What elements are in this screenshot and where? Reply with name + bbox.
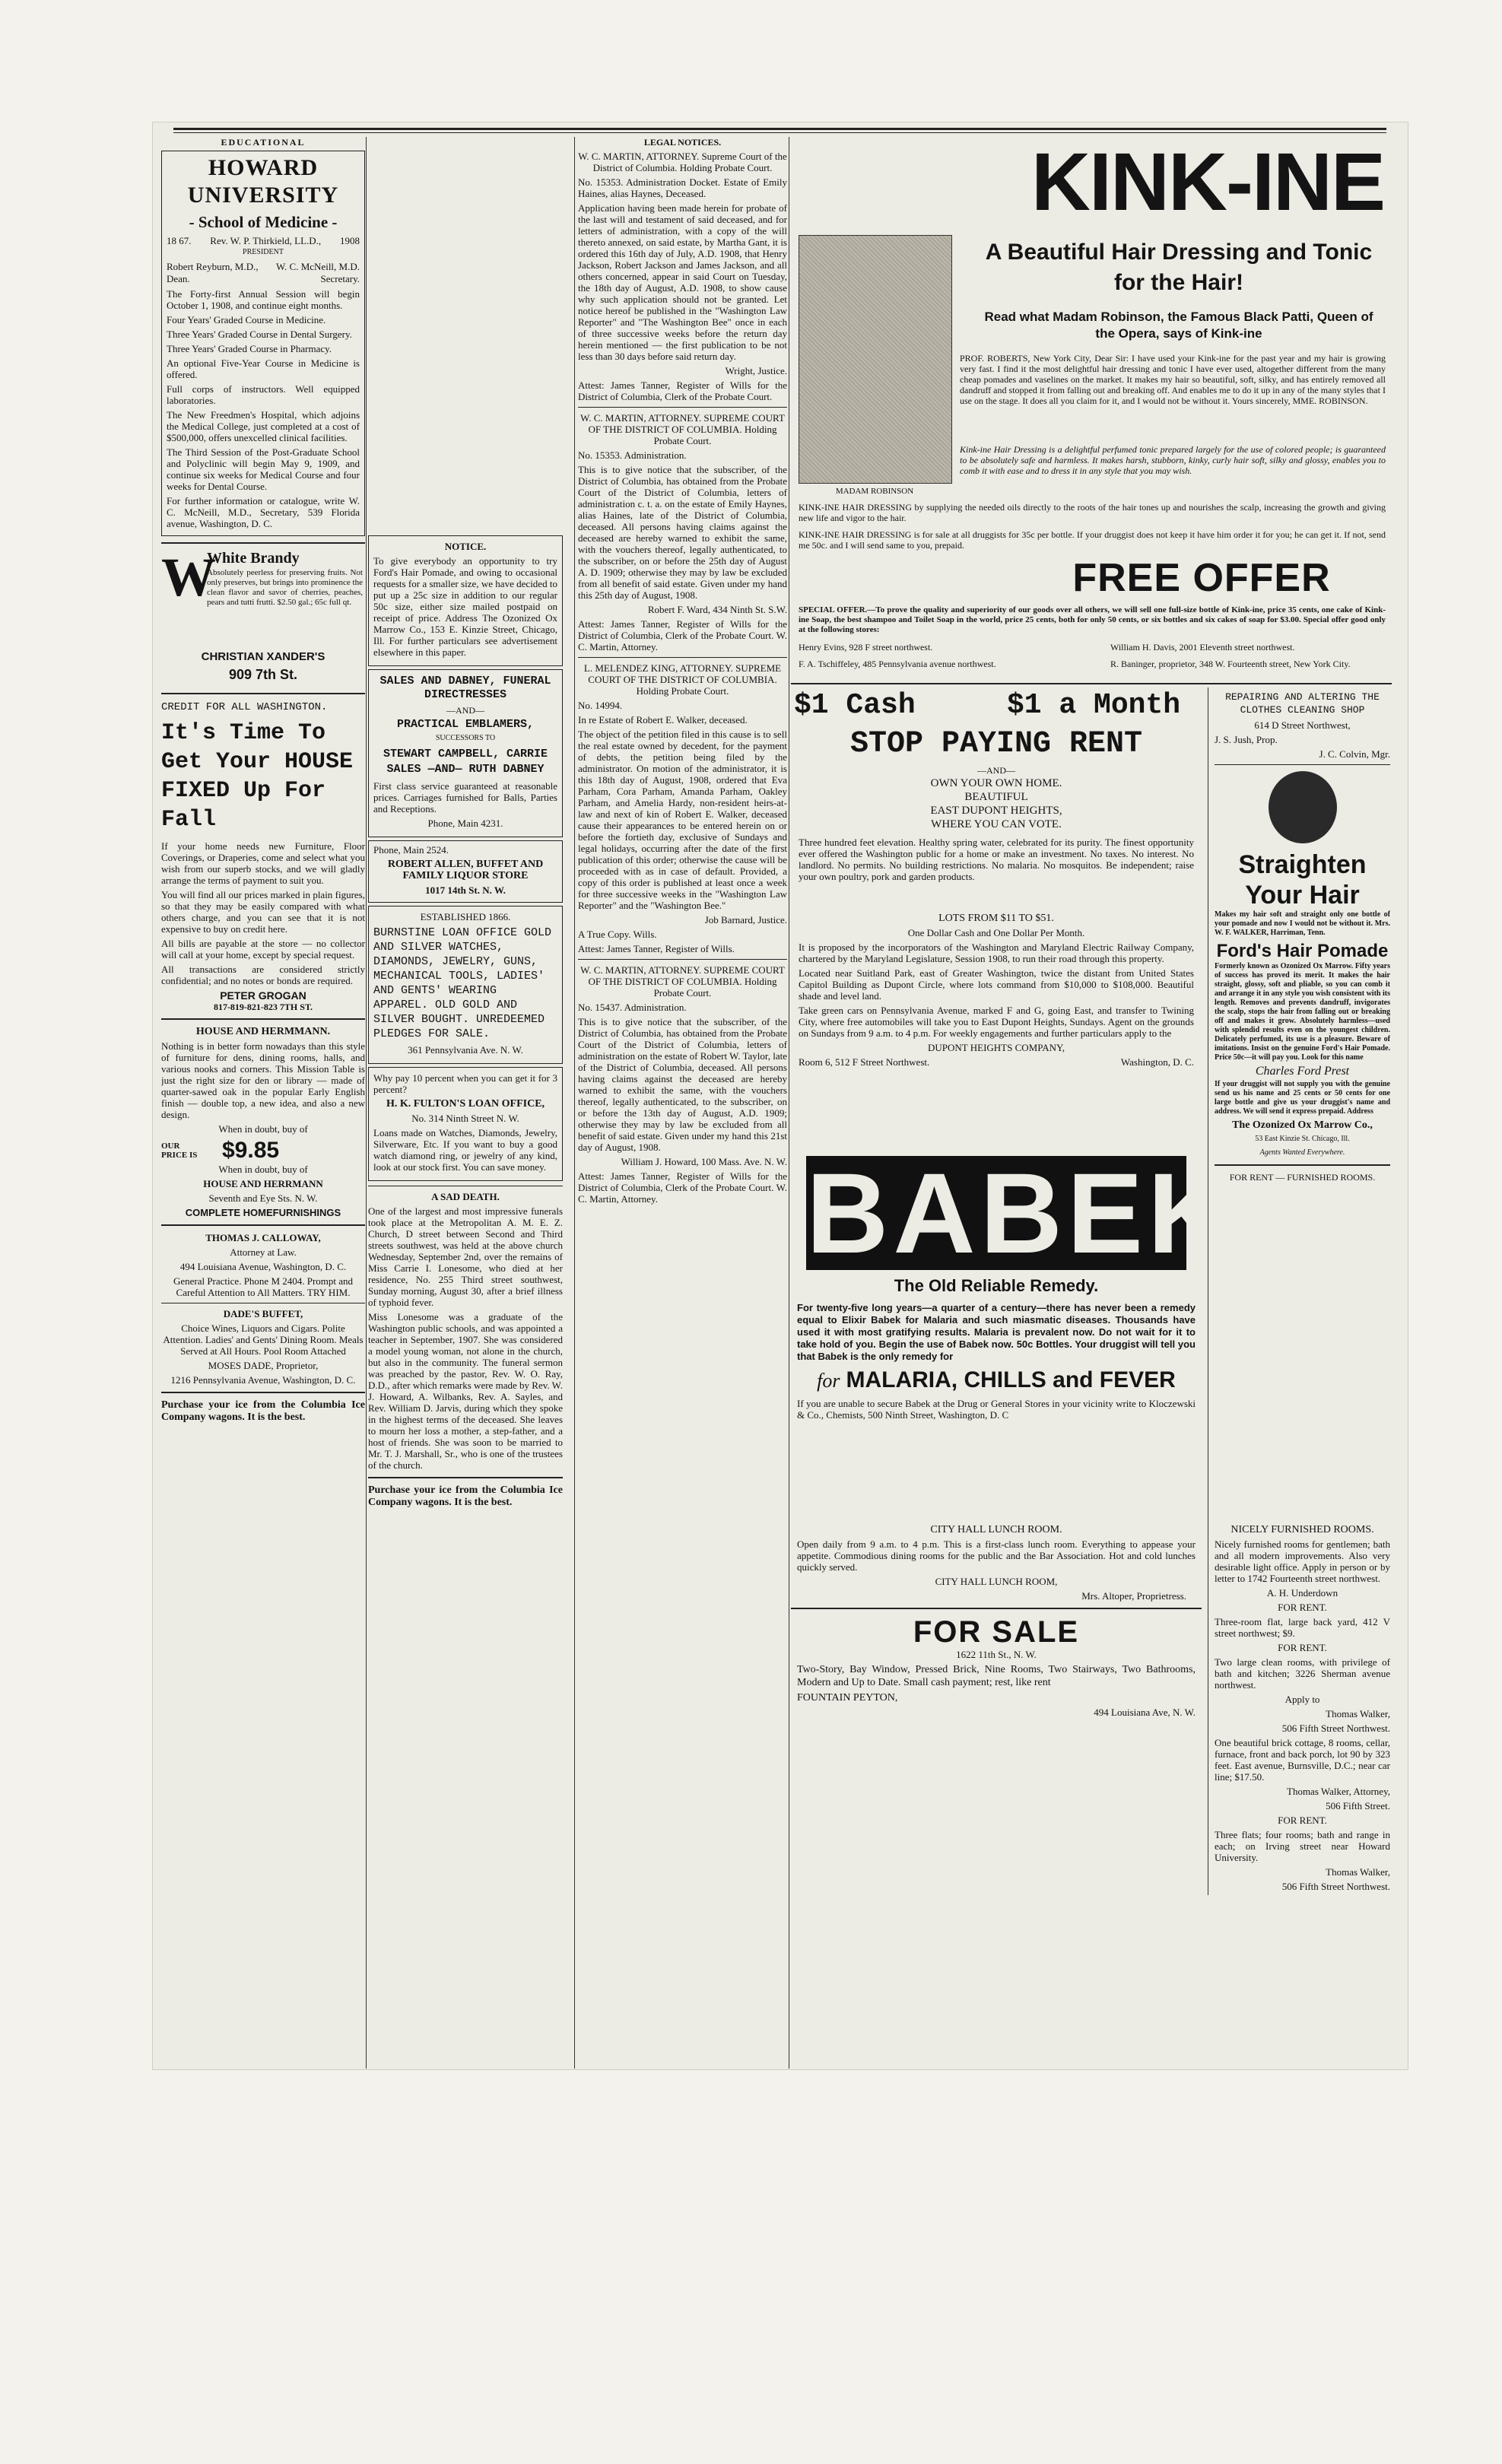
xander-address: 909 7th St.: [228, 667, 298, 682]
notice-head: W. C. MARTIN, ATTORNEY. SUPREME COURT OF THE DISTRICT OF COLUMBIA. Holding Probate Court.: [580, 412, 785, 446]
notice-signature: William J. Howard, 100 Mass. Ave. N. W.: [621, 1156, 787, 1167]
straighten-title: Straighten Your Hair: [1238, 850, 1367, 910]
notice-text: This is to give notice that the subscriber, of the District of Columbia, has obtained from the Probate Court of the District of Columbia, letters of administration c. t. a. on the estate of Emily Haynes, alias Haines, late of the District of Columbia, deceased. All persons having claims against the deceased are hereby warned to exhibit the same, with the vouchers thereof, legally authenticated, to the subscriber, on or before the 25th day of August A. D. 1909; otherwise they may by law be excluded from all benefit of said estate. Given under my hand this 25th day of August, 1908.: [578, 464, 787, 601]
section-heading: EDUCATIONAL: [221, 137, 306, 148]
clean-address: 614 D Street Northwest,: [1254, 719, 1351, 731]
walker-name: Thomas Walker,: [1326, 1866, 1390, 1878]
for-rent-apply: Apply to: [1284, 1694, 1320, 1705]
notice-text: The object of the petition filed in this cause is to sell the real estate owned by decedent, for the payment of debts, the petition being filed by the administrator. On motion of the administrator, it is this 18th day of August, 1908, ordered that Eva Parham, Cora Parham, Amanda Parham, Oakley Parham, and Amelia Hardy, non-resident heirs-at-law and next of kin of Robert E. Walker, deceased cause their appearances to be entered herein on or before the fortieth day, exclusive of Sundays and legal holidays, occurring after the date of the first publication of this order; otherwise the cause will be proceeded with as in case of default. Provided, a copy of this order is published at least once a week for three successive weeks in the "Washington Law Reporter" and the "Washington Bee.": [578, 729, 787, 911]
divider: [161, 1392, 365, 1393]
rooms-title: NICELY FURNISHED ROOMS.: [1230, 1524, 1374, 1535]
howard-text: Three Years' Graded Course in Dental Surgery.: [167, 329, 352, 340]
fulton-ad: [368, 1067, 563, 1181]
ford-title: Ford's Hair Pomade: [1216, 941, 1389, 961]
top-rule-thin: [173, 132, 1386, 133]
rooms-text: Nicely furnished rooms for gentlemen; bath and all modern improvements. Also very desirable light office. Apply in person or by letter to 1742 Fourteenth street northwest.: [1215, 1538, 1390, 1584]
ford-testimonial: Makes my hair soft and straight only one bottle of your pomade and now I would not be without it. Mrs. W. F. WALKER, Harriman, Tenn.: [1215, 910, 1390, 937]
howard-text: The New Freedmen's Hospital, which adjoins the Medical College, just completed at a cost of $500,000, offers unexcelled clinical facilities.: [167, 409, 360, 443]
notice-attest: Attest: James Tanner, Register of Wills for the District of Columbia, Clerk of the Probate Court.: [578, 379, 787, 402]
year-left: 18 67.: [167, 235, 192, 246]
notice-text: Application having been made herein for probate of the last will and testament of said deceased, and for letters of administration, with a copy of the will thereto annexed, on said estate, by Martha Gant, it is ordered this 16th day of July, A.D. 1908, that Henry Jackson, Robert Jackson and James Jackson, and all others concerned, appear in said Court on Tuesday, the 18th day of August, A.D. 1908, to show cause why such application should not be granted. Let notice hereof be published in the "Washington Law Reporter" and "The Washington Bee" once in each of three successive weeks before the return day herein mentioned — the first publication to be not less than 30 days before said return day.: [578, 202, 787, 362]
fulton-address: No. 314 Ninth Street N. W.: [411, 1113, 519, 1124]
kinkine-title: KINK-INE: [1031, 137, 1384, 227]
calloway-role: Attorney at Law.: [230, 1246, 297, 1258]
president-name: Rev. W. P. Thirkield, LL.D.,: [210, 235, 322, 246]
free-offer-text: SPECIAL OFFER.—To prove the quality and superiority of our goods over all others, we will sell one full-size bottle of Kink-ine, price 35 cents, one cake of Kink-ine Soap, the best shampoo and Toilet Soap in the world, price 25 cents, both for only 50 cents, or six bottles and six cakes of soap for $3.00. Special offer good only at the following stores:: [799, 605, 1386, 634]
rent-and: —AND—: [977, 765, 1015, 776]
rent-vote: WHERE YOU CAN VOTE.: [931, 818, 1062, 830]
notice-number: No. 14994.: [578, 700, 623, 711]
fulton-title: H. K. FULTON'S LOAN OFFICE,: [386, 1098, 545, 1110]
burnstine-ad: [368, 906, 563, 1064]
fulton-text: Loans made on Watches, Diamonds, Jewelry, Silverware, Etc. If you want to buy a good watch diamond ring, or jewelry of any kind, look at our stock first. You can save money.: [373, 1127, 557, 1173]
forsale-address: 1622 11th St., N. W.: [956, 1649, 1037, 1660]
divider: [578, 407, 787, 408]
rent-lots: LOTS FROM $11 TO $51.: [938, 913, 1054, 924]
for-rent-text: Two large clean rooms, with privilege of bath and kitchen; 3226 Sherman avenue northwest.: [1215, 1656, 1390, 1691]
rent-text: It is proposed by the incorporators of the Washington and Maryland Electric Railway Company, chartered by the Maryland Legislature, Session 1908, to run their road through this property.: [799, 941, 1194, 964]
notice-copy: A True Copy. Wills.: [578, 929, 657, 940]
burnstine-address: 361 Pennsylvania Ave. N. W.: [408, 1044, 523, 1056]
divider: [161, 693, 365, 694]
babek-text: For twenty-five long years—a quarter of a century—there has never been a remedy equal to Elixir Babek for Malaria and such miasmatic diseases. Thousands have used it with most gratifying results. Malaria is prevalent now. Do not wait for it to take hold of you. Begin the use of Babek now. 50c Bottles. Your druggist will tell you that Babek is the only remedy for: [797, 1302, 1196, 1362]
sales-and: —AND—: [446, 705, 484, 716]
grogan-text: If your home needs new Furniture, Floor Coverings, or Draperies, come and select what you wish from our superb stocks, and we will gladly arrange the terms of payment to suit you.: [161, 840, 365, 886]
grogan-address: 817-819-821-823 7TH ST.: [213, 1002, 313, 1012]
burnstine-text: BURNSTINE LOAN OFFICE GOLD AND SILVER WATCHES, DIAMONDS, JEWELRY, GUNS, MECHANICAL TOOLS, LADIES' AND GENTS' WEARING APPAREL. OLD GOLD AND SILVER BOUGHT. UNREDEEMED PLEDGES FOR SALE.: [373, 926, 552, 1040]
rent-text: Located near Suitland Park, east of Greater Washington, twice the distant from United States Capitol Building as Dupont Circle, where lots command from $10,000 to $108,000. Beautiful shade and level land.: [799, 967, 1194, 1002]
grogan-text: You will find all our prices marked in plain figures, so that they may be easily compared with what others charge, and you can see that it is not expensive to buy on credit here.: [161, 889, 365, 935]
dean-name: Robert Reyburn, M.D., Dean.: [167, 261, 259, 284]
sad-text: One of the largest and most impressive funerals took place at the Metropolitan A. M. E. Z. Church, D street between Second and Third streets southwest, was held at the above church Wednesday, September 2nd, over the remains of Miss Carrie I. Lonesome, who died at her residence, No. 255 Third street southwest, Sunday morning, August 30, after a brief illness of typhoid fever.: [368, 1205, 563, 1308]
rent-beautiful: BEAUTIFUL: [964, 791, 1028, 803]
column-3: [578, 137, 787, 2069]
divider: [791, 683, 1392, 684]
column-rule: [366, 137, 367, 2069]
secretary-name: W. C. McNeill, M.D. Secretary.: [275, 261, 360, 284]
babek-subtitle: The Old Reliable Remedy.: [894, 1276, 1099, 1295]
brandy-initial: W: [161, 547, 216, 608]
ford-agents: Agents Wanted Everywhere.: [1259, 1148, 1345, 1157]
calloway-address: 494 Louisiana Avenue, Washington, D. C.: [179, 1261, 347, 1272]
forsale-name: FOUNTAIN PEYTON,: [797, 1692, 898, 1704]
sales-names: STEWART CAMPBELL, CARRIE SALES —AND— RUTH DABNEY: [383, 748, 548, 776]
babek-ad: [791, 1149, 1235, 1494]
right-narrow-column: [1208, 687, 1390, 1524]
walker-name: Thomas Walker, Attorney,: [1287, 1786, 1390, 1797]
babek-title: BABEK: [806, 1149, 1235, 1277]
rent-heading: FOR RENT — FURNISHED ROOMS.: [1229, 1172, 1376, 1183]
forsale-text: Two-Story, Bay Window, Pressed Brick, Nine Rooms, Two Stairways, Two Bathrooms, Modern and Up to Date. Small cash payment; rest, like rent: [797, 1664, 1196, 1688]
howard-text: The Forty-first Annual Session will begin October 1, 1908, and continue eight months.: [167, 288, 360, 311]
column-4: [791, 137, 1392, 2069]
howard-title: HOWARD UNIVERSITY: [187, 155, 339, 208]
notice-head: L. MELENDEZ KING, ATTORNEY. SUPREME COURT OF THE DISTRICT OF COLUMBIA. Holding Probate Court.: [583, 662, 782, 697]
notice-attest: Attest: James Tanner, Register of Wills.: [578, 943, 735, 954]
sales-title: SALES AND DABNEY, FUNERAL DIRECTRESSES: [379, 675, 551, 701]
sad-title: A SAD DEATH.: [431, 1191, 500, 1202]
rooms-column: [1208, 1524, 1390, 1895]
ford-text: Formerly known as Ozonized Ox Marrow. Fifty years of success has proved its merit. It makes the hair straight, glossy, soft and pliable, so you can comb it and arrange it in any style you wish consistent with its length. Removes and prevents dandruff, invigorates the scalp, stops the hair from falling out or breaking off and makes it grow. Absolutely harmless—used with splendid results even on the youngest children. Delicately perfumed, its use is a pleasure. Beware of imitations. Insist on the genuine Ford's Hair Pomade. Price 50c—it will pay you. Look for this name: [1215, 962, 1390, 1062]
notice-re: In re Estate of Robert E. Walker, deceased.: [578, 714, 748, 726]
babek-footer: If you are unable to secure Babek at the Drug or General Stores in your vicinity write to Kloczewski & Co., Chemists, 500 Ninth Street, Washington, D. C: [797, 1398, 1196, 1421]
time-title: It's Time To Get Your HOUSE FIXED Up For Fall: [161, 720, 354, 833]
free-offer-title: FREE OFFER: [1072, 556, 1331, 600]
rent-room: Room 6, 512 F Street Northwest.: [799, 1056, 930, 1068]
howard-text: Full corps of instructors. Well equipped laboratories.: [167, 383, 360, 406]
cash-left: $1 Cash: [794, 689, 916, 722]
hh-address: Seventh and Eye Sts. N. W.: [208, 1192, 318, 1204]
store-listing: William H. Davis, 2001 Eleventh street northwest.: [1110, 642, 1295, 653]
forsale-address-2: 494 Louisiana Ave, N. W.: [1094, 1707, 1196, 1718]
divider: [578, 657, 787, 658]
hh-price-label: OUR PRICE IS: [161, 1142, 198, 1160]
ford-company: The Ozonized Ox Marrow Co.,: [1232, 1119, 1373, 1131]
for-rent-text: One beautiful brick cottage, 8 rooms, cellar, furnace, front and back porch, lot 90 by 323 feet. East avenue, Burnsville, D.C.; near car line; $17.50.: [1215, 1737, 1390, 1783]
notice-text: To give everybody an opportunity to try Ford's Hair Pomade, and owing to occasional requests for a smaller size, we have decided to put up a 25c size in addition to our regular 50c size, either size mailed postpaid on receipt of price. Address The Ozonized Ox Marrow Co., 153 E. Kinzie Street, Chicago, Ill. For further particulars see advertisement elsewhere in this paper.: [373, 555, 557, 658]
notice-signature: Robert F. Ward, 434 Ninth St. S.W.: [647, 604, 787, 615]
calloway-text: General Practice. Phone M 2404. Prompt and Careful Attention to All Matters. TRY HIM.: [173, 1275, 354, 1298]
howard-text: The Third Session of the Post-Graduate School and Polyclinic will begin May 9, 1909, and continue six weeks for Medical Course and four weeks for Dental Course.: [167, 446, 360, 492]
sales-text: First class service guaranteed at reasonable prices. Carriages furnished for Balls, Parties and Receptions.: [373, 780, 557, 814]
howard-subtitle: - School of Medicine -: [189, 213, 338, 231]
rent-text: Take green cars on Pennsylvania Avenue, marked F and G, going East, and transfer to Twining City, where free automobiles will take you to East Dupont Heights, Sundays. Agent on the grounds on Sundays from 9 a.m. to 4 p.m. For weekly engagements and further particulars apply to the: [799, 1005, 1194, 1039]
ford-company-address: 53 East Kinzie St. Chicago, Ill.: [1255, 1135, 1350, 1143]
credit-heading: CREDIT FOR ALL WASHINGTON.: [161, 701, 328, 713]
hh-when: When in doubt, buy of: [218, 1123, 308, 1135]
middle-row: [791, 687, 1392, 1524]
divider: [161, 542, 365, 544]
sales-practical: PRACTICAL EMBLAMERS,: [396, 718, 535, 731]
notice-head: W. C. MARTIN, ATTORNEY. Supreme Court of the District of Columbia. Holding Probate Court.: [578, 151, 787, 173]
rent-own: OWN YOUR OWN HOME.: [930, 777, 1062, 789]
divider: [1215, 1164, 1390, 1166]
kinkine-text: KINK-INE HAIR DRESSING is for sale at all druggists for 35c per bottle. If your druggist does not keep it have him order it for you; he can get it. If not, send me 50c. and I will send same to you, prepaid.: [799, 529, 1386, 551]
burnstine-est: ESTABLISHED 1866.: [420, 911, 511, 922]
lunch-signature: CITY HALL LUNCH ROOM,: [935, 1576, 1058, 1587]
store-listing: Henry Evins, 928 F street northwest.: [799, 642, 933, 653]
hh-when-2: When in doubt, buy of: [218, 1164, 308, 1175]
howard-text: An optional Five-Year Course in Medicine is offered.: [167, 357, 360, 380]
notice-signature: Job Barnard, Justice.: [704, 914, 787, 926]
sales-phone: Phone, Main 4231.: [427, 818, 503, 829]
ford-order: If your druggist will not supply you with the genuine send us his name and 25 cents or 50 cents for one large bottle and give us your druggist's name and address. We will send it express prepaid. Address: [1215, 1080, 1390, 1116]
kinkine-desc: Kink-ine Hair Dressing is a delightful perfumed tonic prepared largely for the use of colored people; is guaranteed to be absolutely safe and harmless. It makes harsh, stubborn, kinky, curly hair soft, silky and glossy, enables you to comb it with ease and to dress it in any style that you may wish.: [960, 444, 1386, 476]
for-rent-title: FOR RENT.: [1278, 1642, 1327, 1653]
babek-for: for: [817, 1370, 840, 1392]
notice-text: This is to give notice that the subscriber, of the District of Columbia, has obtained from the Probate Court of the District of Columbia, letters of administration on the estate of Robert W. Taylor, late of the District of Columbia, deceased. All persons having claims against the deceased are hereby warned to exhibit the same, with the vouchers thereof, legally authenticated, to the subscriber, on or before the 13th day of August, A.D. 1909; otherwise they may by law be excluded from all benefit of said estate. Given under my hand this 21st day of August, 1908.: [578, 1016, 787, 1153]
kinkine-read: Read what Madam Robinson, the Famous Black Patti, Queen of the Opera, says of Kink-ine: [984, 310, 1373, 341]
forsale-title: FOR SALE: [913, 1615, 1080, 1649]
sad-text: Miss Lonesome was a graduate of the Washington public schools, and was appointed a teacher in September, 1907. She was considered a model young woman, not alone in the church, but also in the community. The funeral sermon was preached by the pastor, Rev. W. O. Ray, D.D., after which remarks were made by Rev. W. J. Howard, A. Wilbanks, Rev. A. Sayles, and Rev. William D. Jarvis, during which they spoke in the highest terms of the deceased. She leaves to mourn her loss a mother, a step-father, and a host of friends. She was soon to be married to Mr. T. J. Marshall, Sr., who is one of the trustees of the church.: [368, 1311, 563, 1471]
for-rent-text: Three flats; four rooms; bath and range in each; on Irving street near Howard University.: [1215, 1829, 1390, 1863]
allen-title: ROBERT ALLEN, BUFFET AND FAMILY LIQUOR STORE: [387, 859, 544, 881]
bottom-row: [791, 1524, 1392, 2018]
divider: [161, 1018, 365, 1020]
ice-notice: Purchase your ice from the Columbia Ice Company wagons. It is the best.: [161, 1399, 365, 1423]
divider: [1215, 764, 1390, 765]
photo-caption: MADAM ROBINSON: [835, 487, 914, 496]
lunch-proprietress: Mrs. Altoper, Proprietress.: [1081, 1590, 1186, 1602]
clean-manager: J. C. Colvin, Mgr.: [1319, 748, 1390, 760]
sales-successors: SUCCESSORS TO: [435, 734, 496, 742]
babek-malaria: MALARIA, CHILLS and FEVER: [846, 1367, 1176, 1392]
rent-company: DUPONT HEIGHTS COMPANY,: [928, 1042, 1065, 1053]
column-1: [161, 137, 365, 2069]
allen-ad: [368, 840, 563, 903]
hh-title: HOUSE AND HERMMANN.: [195, 1026, 331, 1037]
brandy-ad: [161, 547, 365, 687]
rent-text: Three hundred feet elevation. Healthy spring water, celebrated for its purity. The finest opportunity ever offered the Washington public for a home or make an investment. No taxes. No interest. No landlord. No permits. No building restrictions. No malaria. No mosquitos. Be independent; raise your own poultry, pork and garden products.: [799, 837, 1194, 882]
divider: [791, 1608, 1202, 1609]
calloway-name: THOMAS J. CALLOWAY,: [205, 1232, 321, 1243]
walker-address: 506 Fifth Street.: [1326, 1800, 1390, 1811]
cash-right: $1 a Month: [1007, 689, 1181, 722]
brandy-text: Absolutely peerless for preserving fruits. Not only preserves, but brings into prominence the clean flavor and savor of cherries, peaches, pears and tutti frutti. $2.50 gal.; 65c full qt.: [207, 568, 363, 607]
kinkine-subtitle: A Beautiful Hair Dressing and Tonic for the Hair!: [985, 240, 1373, 295]
divider: [368, 1477, 563, 1478]
divider: [578, 959, 787, 960]
allen-address: 1017 14th St. N. W.: [425, 884, 506, 896]
rent-place: EAST DUPONT HEIGHTS,: [930, 805, 1062, 817]
notice-box: [368, 535, 563, 666]
year-right: 1908: [339, 235, 360, 246]
rooms-signature: A. H. Underdown: [1266, 1587, 1338, 1599]
notice-attest: Attest: James Tanner, Register of Wills for the District of Columbia, Clerk of the Probate Court. W. C. Martin, Attorney.: [578, 1170, 787, 1205]
notice-attest: Attest: James Tanner, Register of Wills for the District of Columbia, Clerk of the Probate Court. W. C. Martin, Attorney.: [578, 618, 787, 653]
howard-text: For further information or catalogue, write W. C. McNeill, M.D., Secretary, 539 Florida avenue, Washington, D. C.: [167, 495, 360, 529]
hh-complete: COMPLETE HOMEFURNISHINGS: [185, 1207, 341, 1218]
notice-head: W. C. MARTIN, ATTORNEY. SUPREME COURT OF THE DISTRICT OF COLUMBIA. Holding Probate Court.: [580, 964, 785, 999]
dade-name: MOSES DADE, Proprietor,: [208, 1360, 319, 1371]
notice-number: No. 15353. Administration Docket. Estate of Emily Haines, alias Haynes, Deceased.: [578, 176, 787, 199]
walker-name: Thomas Walker,: [1326, 1708, 1390, 1719]
woman-portrait: [1269, 771, 1337, 843]
rent-title: STOP PAYING RENT: [849, 727, 1143, 761]
ice-notice: Purchase your ice from the Columbia Ice Company wagons. It is the best.: [368, 1484, 563, 1508]
rent-dollar: One Dollar Cash and One Dollar Per Month.: [907, 927, 1085, 938]
clean-prop: J. S. Jush, Prop.: [1215, 734, 1278, 745]
notice-title: NOTICE.: [444, 541, 487, 552]
rent-ad-lower: [791, 908, 1202, 1068]
hh-price: $9.85: [222, 1138, 280, 1163]
dade-text: Choice Wines, Liquors and Cigars. Polite Attention. Ladies' and Gents' Dining Room. Meals Served at All Hours. Pool Room Attached: [163, 1322, 364, 1357]
lunch-text: Open daily from 9 a.m. to 4 p.m. This is a first-class lunch room. Everything to appease your appetite. Commodious dining rooms for the public and the Bar Association. Hot and cold lunches quickly served.: [797, 1538, 1196, 1573]
lunch-title: CITY HALL LUNCH ROOM.: [930, 1524, 1062, 1535]
howard-ad: [161, 151, 365, 536]
ford-signature: Charles Ford Prest: [1255, 1065, 1350, 1078]
allen-phone: Phone, Main 2524.: [373, 844, 449, 856]
grogan-text: All transactions are considered strictly confidential; and no notes or bonds are required.: [161, 964, 365, 986]
for-rent-title: FOR RENT.: [1278, 1602, 1327, 1613]
brandy-title: White Brandy: [207, 550, 300, 567]
for-rent-title: FOR RENT.: [1278, 1815, 1327, 1826]
kinkine-ad: [791, 137, 1392, 680]
top-rule: [173, 128, 1386, 130]
president-label: PRESIDENT: [243, 248, 284, 256]
howard-text: Three Years' Graded Course in Pharmacy.: [167, 343, 332, 354]
hh-text: Nothing is in better form nowadays than this style of furniture for dens, dining rooms, halls, and various nooks and corners. This Mission Table is just the right size for den or library — made of quarter-sawed oak in the popular Early English finish — double top, a new idea, and also a new design.: [161, 1040, 365, 1120]
grogan-name: PETER GROGAN: [220, 989, 306, 1002]
madam-robinson-photo: [799, 235, 952, 484]
fulton-question: Why pay 10 percent when you can get it for 3 percent?: [373, 1072, 557, 1095]
store-listing: F. A. Tschiffeley, 485 Pennsylvania avenue northwest.: [799, 659, 996, 669]
dade-address: 1216 Pennsylvania Avenue, Washington, D. C.: [170, 1374, 356, 1386]
column-rule: [574, 137, 575, 2069]
notice-number: No. 15353. Administration.: [578, 449, 687, 461]
kinkine-text: KINK-INE HAIR DRESSING by supplying the needed oils directly to the roots of the hair tones up and nourishes the scalp, increasing the growth and giving new life and vigor to the hair.: [799, 502, 1386, 523]
hh-name: HOUSE AND HERRMANN: [203, 1178, 323, 1189]
store-listing: R. Baninger, proprietor, 348 W. Fourteenth street, New York City.: [1110, 659, 1351, 669]
lunch-ad: [791, 1524, 1202, 1721]
column-2: [368, 532, 563, 2464]
notice-number: No. 15437. Administration.: [578, 1002, 687, 1013]
grogan-text: All bills are payable at the store — no collector will call at your home, except by special request.: [161, 938, 365, 961]
divider: [161, 1224, 365, 1226]
walker-address: 506 Fifth Street Northwest.: [1281, 1723, 1390, 1734]
rent-city: Washington, D. C.: [1120, 1056, 1194, 1068]
sales-dabney-ad: [368, 669, 563, 837]
xander-name: CHRISTIAN XANDER'S: [201, 650, 325, 663]
clean-title: REPAIRING AND ALTERING THE CLOTHES CLEANING SHOP: [1225, 691, 1380, 716]
for-rent-text: Three-room flat, large back yard, 412 V street northwest; $9.: [1215, 1616, 1390, 1639]
kinkine-letter: PROF. ROBERTS, New York City, Dear Sir: I have used your Kink-ine for the past year and my hair is growing very fast. I find it the most delightful hair dressing and tonic I have ever used, altogether different from the many cheap pomades and vaselines on the market. It makes my hair so beautiful, soft, silky, and has entirely removed all dandruff and stopped it from falling out and breaking off. And enables me to do it up in any of the many styles that I use on the stage. It does all you claim for it, and I would not be without it. Yours sincerely, MME. ROBINSON.: [960, 353, 1386, 406]
howard-text: Four Years' Graded Course in Medicine.: [167, 314, 326, 325]
walker-address: 506 Fifth Street Northwest.: [1281, 1881, 1390, 1892]
notice-signature: Wright, Justice.: [725, 365, 787, 376]
dade-title: DADE'S BUFFET,: [223, 1308, 303, 1319]
legal-heading: LEGAL NOTICES.: [643, 137, 722, 148]
